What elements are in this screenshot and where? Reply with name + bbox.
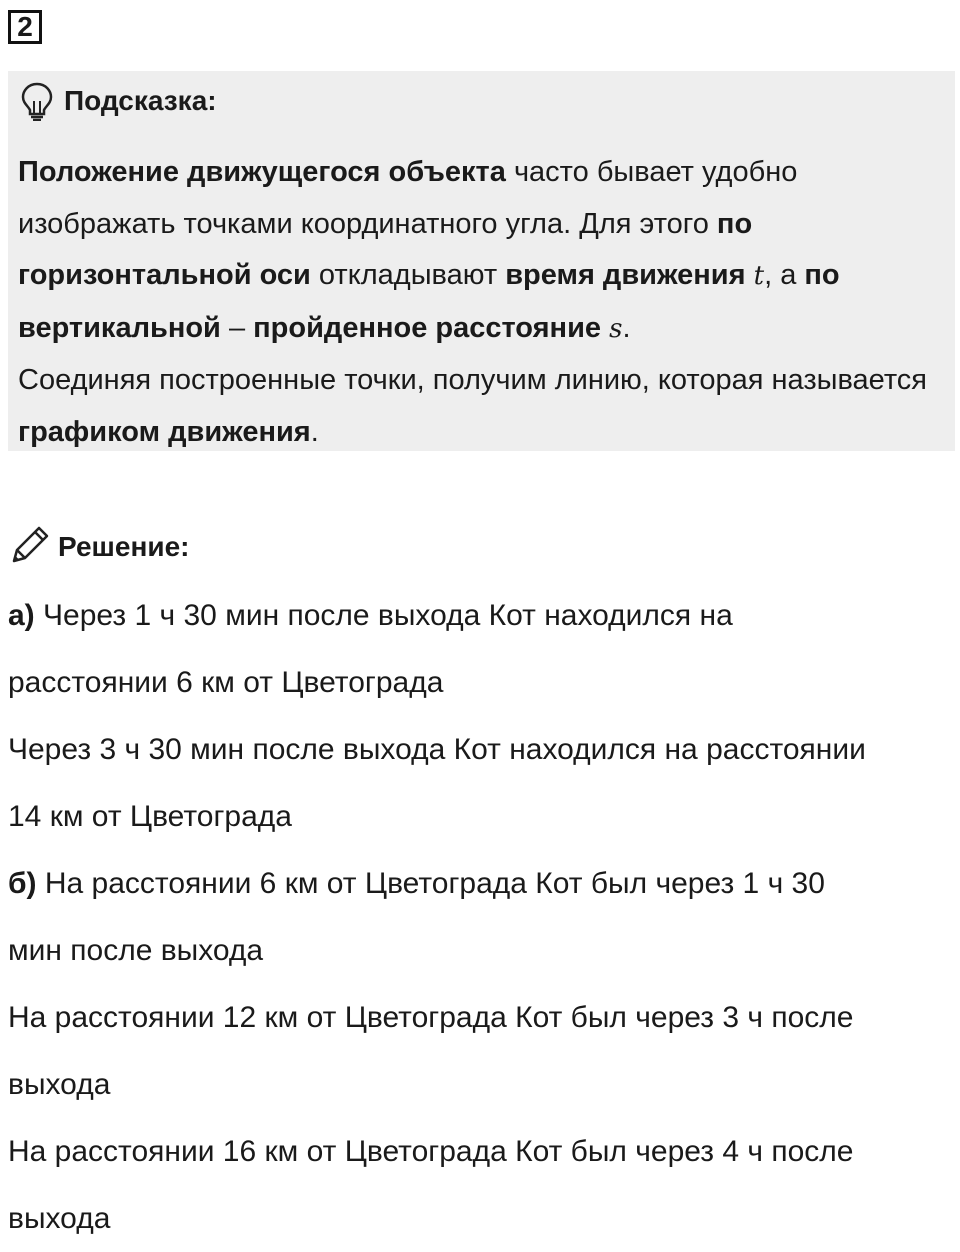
solution-line — [8, 1051, 956, 1118]
solution-line-text: Через 3 ч 30 мин после выхода Кот находился на расстоянии — [8, 733, 866, 766]
solution-line-text: Через 1 ч 30 мин после выхода Кот находился на — [34, 599, 733, 632]
solution-line-text: выхода — [8, 1202, 111, 1235]
hint-bold-vertical-axis: по вертикальной — [18, 259, 840, 344]
hint-text — [18, 147, 943, 458]
lightbulb-icon — [20, 81, 54, 121]
hint-text-span: откладывают — [310, 259, 506, 291]
hint-text-span: Соединяя построенные точки, получим линию, которая называется — [18, 364, 927, 396]
solution-title: Решение: — [58, 531, 190, 562]
part-label: а) — [8, 599, 35, 632]
solution-line — [8, 850, 956, 917]
task-number-box — [8, 10, 42, 44]
hint-bold-time: время движения — [505, 259, 746, 291]
hint-box — [8, 71, 955, 451]
hint-bold-object-position: Положение движущегося объекта — [18, 156, 506, 188]
solution-line — [8, 582, 956, 649]
solution-line — [8, 917, 956, 984]
solution-line-text: расстоянии 6 км от Цветограда — [8, 666, 444, 699]
hint-title: Подсказка: — [64, 85, 217, 116]
solution-line — [8, 716, 956, 783]
hint-bold-motion-graph: графиком движения — [18, 415, 311, 448]
solution-line-text: На расстоянии 6 км от Цветограда Кот был через 1 ч 30 — [36, 867, 825, 900]
hint-bold-horizontal-axis: по горизонтальной оси — [18, 207, 753, 291]
task-number: 2 — [17, 11, 33, 42]
hint-text-span: . — [310, 415, 319, 448]
solution-line-text: мин после выхода — [8, 934, 264, 967]
hint-text-span: . — [622, 311, 631, 344]
solution-line — [8, 649, 956, 716]
solution-line — [8, 1118, 956, 1185]
solution-line — [8, 984, 956, 1051]
solution-line — [8, 783, 956, 850]
hint-header — [20, 81, 217, 121]
hint-text-span: – — [220, 311, 254, 344]
pencil-icon — [8, 523, 52, 572]
solution-line-text: На расстоянии 16 км от Цветограда Кот был через 4 ч после — [8, 1135, 854, 1168]
part-label: б) — [8, 867, 37, 900]
math-var-s: s — [609, 313, 623, 344]
solution-line — [8, 1185, 956, 1252]
solution-line-text: 14 км от Цветограда — [8, 800, 292, 833]
solution-header — [8, 522, 189, 572]
solution-line-text: выхода — [8, 1068, 111, 1101]
solution-lines — [8, 582, 956, 1252]
solution-line-text: На расстоянии 12 км от Цветограда Кот был через 3 ч после — [8, 1001, 854, 1034]
hint-text-span: , а — [764, 259, 805, 291]
hint-bold-distance: пройденное расстояние — [253, 311, 602, 344]
math-var-t: t — [753, 261, 765, 291]
hint-text-span: часто бывает удобно изображать точками координатного угла. Для этого — [18, 156, 798, 240]
